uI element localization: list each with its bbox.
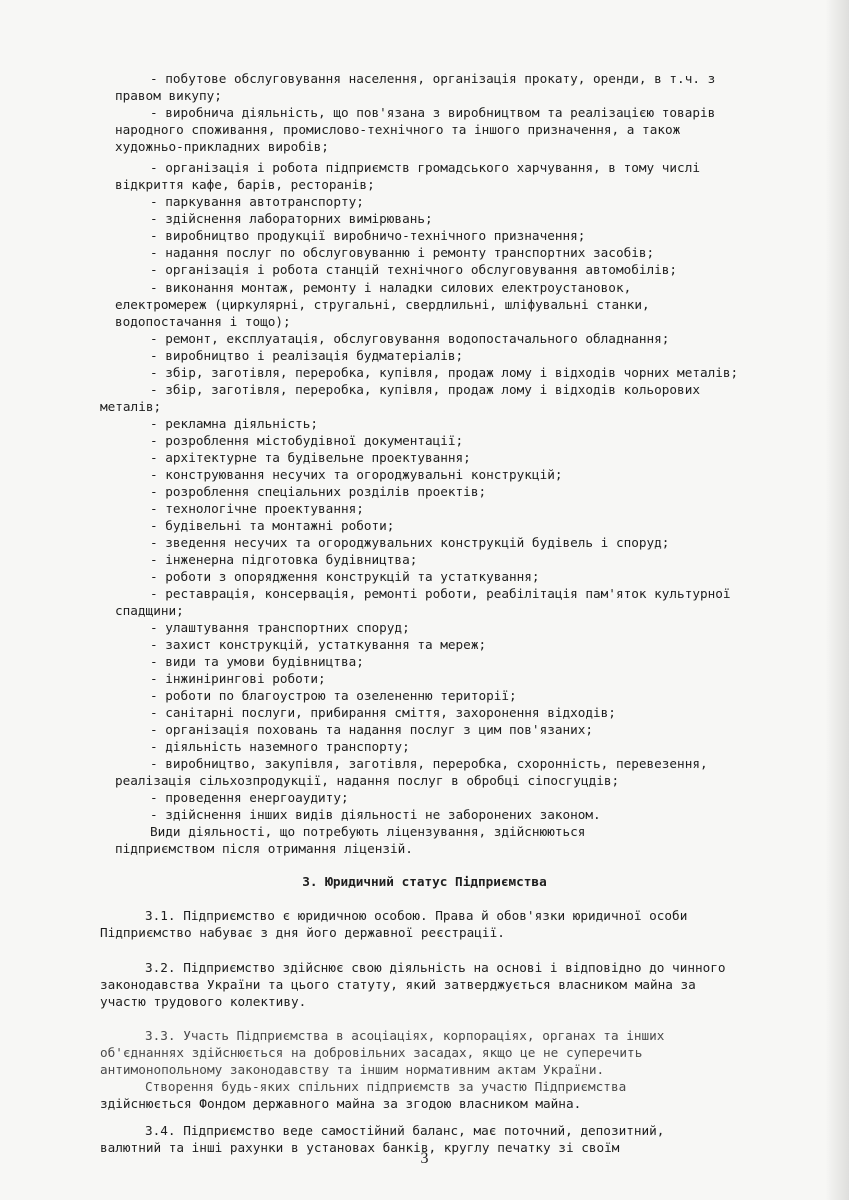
list-line: - організація і робота станцій технічного обслуговування автомобілів; [150,262,678,277]
list-line: електромереж (циркулярні, стругальні, свердлильні, шліфувальні станки, [115,297,650,312]
paragraph-line: участю трудового колективу. [100,994,307,1009]
list-line: - улаштування транспортних споруд; [150,620,410,635]
list-line: - виробництво продукції виробничо-технічного призначення; [150,228,586,243]
list-line: - інженерна підготовка будівництва; [150,552,418,567]
list-line: - роботи з опорядження конструкцій та устаткування; [150,569,540,584]
list-line: - організація і робота підприємств громадського харчування, в тому числі [150,160,700,175]
list-line: - здійснення інших видів діяльності не заборонених законом. [150,807,601,822]
list-line: - проведення енергоаудиту; [150,790,349,805]
paragraph-line: об'єднаннях здійснюється на добровільних засадах, якщо це не суперечить [100,1045,643,1060]
paragraph-line: здійснюється Фондом державного майна за згодою власником майна. [100,1096,582,1111]
list-line: підприємством після отримання ліцензій. [115,841,413,856]
list-line: - санітарні послуги, прибирання сміття, захоронення відходів; [150,705,616,720]
list-line: - захист конструкцій, устаткування та мереж; [150,637,487,652]
list-line: художньо-прикладних виробів; [115,139,329,154]
list-line: - роботи по благоустрою та озелененню території; [150,688,517,703]
list-line: металів; [100,399,162,414]
list-line: правом викупу; [115,88,222,103]
list-line: - виробництво, закупівля, заготівля, переробка, схоронність, перевезення, [150,756,708,771]
list-line: спадщини; [115,603,184,618]
list-line: - паркування автотранспорту; [150,194,364,209]
list-line: - технологічне проектування; [150,501,364,516]
list-line: - будівельні та монтажні роботи; [150,518,395,533]
list-line: - рекламна діяльність; [150,416,319,431]
paragraph-line: 3.3. Участь Підприємства в асоціаціях, корпораціях, органах та інших [145,1028,665,1043]
list-line: - розроблення містобудівної документації; [150,433,464,448]
list-line: - виконання монтаж, ремонту і наладки силових електроустановок, [150,280,632,295]
list-line: - розроблення спеціальних розділів проектів; [150,484,487,499]
list-line: - зведення несучих та огороджувальних конструкцій будівель і споруд; [150,535,670,550]
paragraph-line: законодавства України та цього статуту, який затверджується власником майна за [100,977,696,992]
list-line: - побутове обслуговування населення, організація прокату, оренди, в т.ч. з [150,71,716,86]
paragraph-line: 3.2. Підприємство здійснює свою діяльність на основі і відповідно до чинного [145,960,726,975]
list-line: - види та умови будівництва; [150,654,364,669]
list-line: - реставрація, консервація, ремонті роботи, реабілітація пам'яток культурної [150,586,731,601]
list-line: народного споживання, промислово-технічного та іншого призначення, а також [115,122,681,137]
list-line: - виробнича діяльність, що пов'язана з виробництвом та реалізацією товарів [150,105,716,120]
paragraph-line: антимонопольному законодавству та іншим нормативним актам України. [100,1062,605,1077]
list-line: - архітектурне та будівельне проектування; [150,450,471,465]
paragraph-line: Підприємство набуває з дня його державної реєстрації. [100,925,505,940]
list-line: - виробництво і реалізація будматеріалів; [150,348,464,363]
paragraph-line: Створення будь-яких спільних підприємств за участю Підприємства [145,1079,627,1094]
list-line: - інжинірингові роботи; [150,671,326,686]
list-line: - збір, заготівля, переробка, купівля, продаж лому і відходів чорних металів; [150,365,739,380]
paragraph-line: 3.1. Підприємство є юридичною особою. Права й обов'язки юридичної особи [145,908,688,923]
list-line: - конструювання несучих та огороджувальні конструкцій; [150,467,563,482]
list-line: Види діяльності, що потребують ліцензування, здійснюються [150,824,586,839]
paragraph-line: 3.4. Підприємство веде самостійний баланс, має поточний, депозитний, [145,1123,665,1138]
list-line: - організація поховань та надання послуг з цим пов'язаних; [150,722,594,737]
list-line: - здійснення лабораторних вимірювань; [150,211,433,226]
list-line: відкриття кафе, барів, ресторанів; [115,177,375,192]
paragraph-line: валютний та інші рахунки в установах банків, круглу печатку зі своїм [100,1140,620,1155]
section-heading: 3. Юридичний статус Підприємства [302,874,547,889]
list-line: - діяльність наземного транспорту; [150,739,410,754]
page-number: 3 [420,1150,429,1167]
list-line: реалізація сільхозпродукції, надання послуг в обробці сіпосгуцдів; [115,773,620,788]
list-line: - ремонт, експлуатація, обслуговування водопостачального обладнання; [150,331,670,346]
list-line: - збір, заготівля, переробка, купівля, продаж лому і відходів кольорових [150,382,700,397]
list-line: - надання послуг по обслуговуванню і ремонту транспортних засобів; [150,245,655,260]
list-line: водопостачання і тощо); [115,314,291,329]
